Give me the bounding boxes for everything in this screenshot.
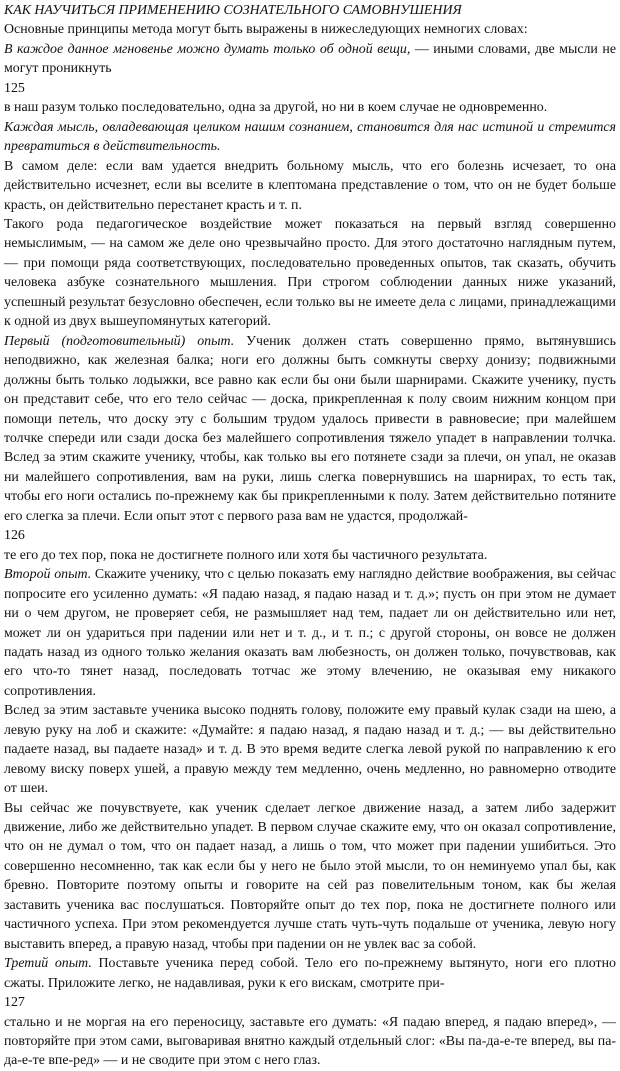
principle-one-italic: В каждое данное мгновенье можно думать только об одной вещи,	[4, 41, 411, 57]
intro-paragraph: Основные принципы метода могут быть выражены в нижеследующих немногих словах:	[4, 22, 528, 38]
experiment-one-text: Ученик должен стать совершенно прямо, вытянувшись неподвижно, как железная балка; ноги его должны быть сомкнуты сверху донизу; подвижными должны быть только лодыжки, все равно как если бы они были шарнирами. Скажите ученику, пусть он представит себе, что его тело сейчас — доска, прикрепленная к полу своим нижним концом при помощи петель, что доску эту с большим трудом удалось привести в равновесие; при малейшем толчке спереди или сзади доска без малейшего сопротивления тяжело упадет в направлении толчка. Вслед за этим скажите ученику, чтобы, как только вы его потянете сзади за плечи, он упал, не оказав ни малейшего сопротивления, вам на руки, лишь слегка повернувшись на шарнирах, то есть так, чтобы его ноги остались по-прежнему как бы прикрепленными к полу. Затем действительно потяните его слегка за плечи. Если опыт этот с первого раза вам не удастся, продолжай-	[4, 333, 616, 524]
principle-one	[4, 40, 616, 79]
experiment-one-label: Первый (подготовительный) опыт.	[4, 333, 235, 349]
principle-two-italic: Каждая мысль, овладевающая целиком нашим сознанием, становится для нас истиной и стремится превратиться в действительность.	[4, 119, 616, 155]
principle-one-rest: — иными словами, две мысли не могут проникнуть	[4, 41, 616, 77]
page-number-125: 125	[4, 80, 25, 96]
experiment-two-text: Скажите ученику, что с целью показать ему наглядно действие воображения, вы сейчас попросите его усиленно думать: «Я падаю назад, я падаю назад и т. д.»; пусть он при этом не думает ни о чем другом, не проверяет себя, не размышляет над тем, падает ли он действительно или нет, может ли он удариться при падении или нет и т. д., и т. п.; с другой стороны, он вовсе не должен падать назад из одного только желания оказать вам любезность, он должен только, почувствовав, как его что-то тянет назад, последовать тотчас же этому влечению, не оказывая ему никакого сопротивления.	[4, 567, 616, 699]
page-number-127: 127	[4, 995, 25, 1011]
experiment-two-label: Второй опыт.	[4, 567, 92, 583]
paragraph-indeed: В самом деле: если вам удается внедрить больному мысль, что его болезнь исчезает, то она действительно исчезнет, если вы вселите в клептомана представление о том, что он не будет больше красть, он действительно перестанет красть и т. п.	[4, 158, 616, 213]
page-number-126: 126	[4, 528, 25, 544]
paragraph-feel: Вы сейчас же почувствуете, как ученик сделает легкое движение назад, а затем либо задержит движение, либо же действительно упадет. В первом случае скажите ему, что он оказал сопротивление, что он не думал о том, что он падает назад, а лишь о том, что может при падении ушибиться. Это совершенно несомненно, так как если бы у него не было этой мысли, то он неминуемо упал бы, как бревно. Повторите поэтому опыты и говорите на сей раз повелительным тоном, как бы желая заставить ученика вас послушаться. Повторяйте опыт до тех пор, пока не достигнете полного или частичного успеха. При этом рекомендуется лучше стать чуть-чуть подальше от ученика, левую ногу выставить вперед, а правую назад, чтобы при падении он не увлек вас за собой.	[4, 800, 616, 952]
experiment-two	[4, 565, 616, 701]
experiment-one	[4, 332, 616, 527]
chapter-title: КАК НАУЧИТЬСЯ ПРИМЕНЕНИЮ СОЗНАТЕЛЬНОГО САМОВНУШЕНИЯ	[4, 3, 462, 18]
principle-two	[4, 118, 616, 157]
experiment-three	[4, 954, 616, 993]
experiment-three-text: Поставьте ученика перед собой. Тело его по-прежнему вытянуто, ноги его плотно сжаты. Приложите легко, не надавливая, руки к его вискам, смотрите при-	[4, 956, 616, 991]
paragraph-after: Вслед за этим заставьте ученика высоко поднять голову, положите ему правый кулак сзади на шею, а левую руку на лоб и скажите: «Думайте: я падаю назад, я падаю назад и т. д.; — вы действительно падаете назад, вы падаете назад» и т. д. В это время ведите слегка левой рукой по направлению к его левому виску поверх ушей, а правую между тем медленно, очень медленно, но равномерно отводите от шеи.	[4, 703, 616, 797]
experiment-three-label: Третий опыт.	[4, 956, 92, 972]
experiment-three-continued: стально и не моргая на его переносицу, заставьте его думать: «Я падаю вперед, я падаю вперед», — повторяйте при этом сами, выговаривая внятно каждый отдельный слог: «Вы па-да-е-те вперед, вы па-да-е-те впе-ред» — и не сводите при этом с него глаз.	[4, 1014, 616, 1069]
paragraph-pedagogic: Такого рода педагогическое воздействие может показаться на первый взгляд совершенно немыслимым, — на самом же деле оно чрезвычайно просто. Для этого достаточно наглядным путем, — при помощи ряда соответствующих, последовательно проведенных опытов, так сказать, обучить человека азбуке сознательного мышления. При строгом соблюдении данных ниже указаний, успешный результат безусловно обеспечен, если только вы не имеете дела с лицами, принадлежащими к одной из двух вышеупомянутых категорий.	[4, 216, 616, 330]
principle-one-continued: в наш разум только последовательно, одна за другой, но ни в коем случае не одновременно.	[4, 100, 548, 116]
book-page	[4, 1, 616, 1071]
experiment-one-continued: те его до тех пор, пока не достигнете полного или хотя бы частичного результата.	[4, 547, 488, 563]
